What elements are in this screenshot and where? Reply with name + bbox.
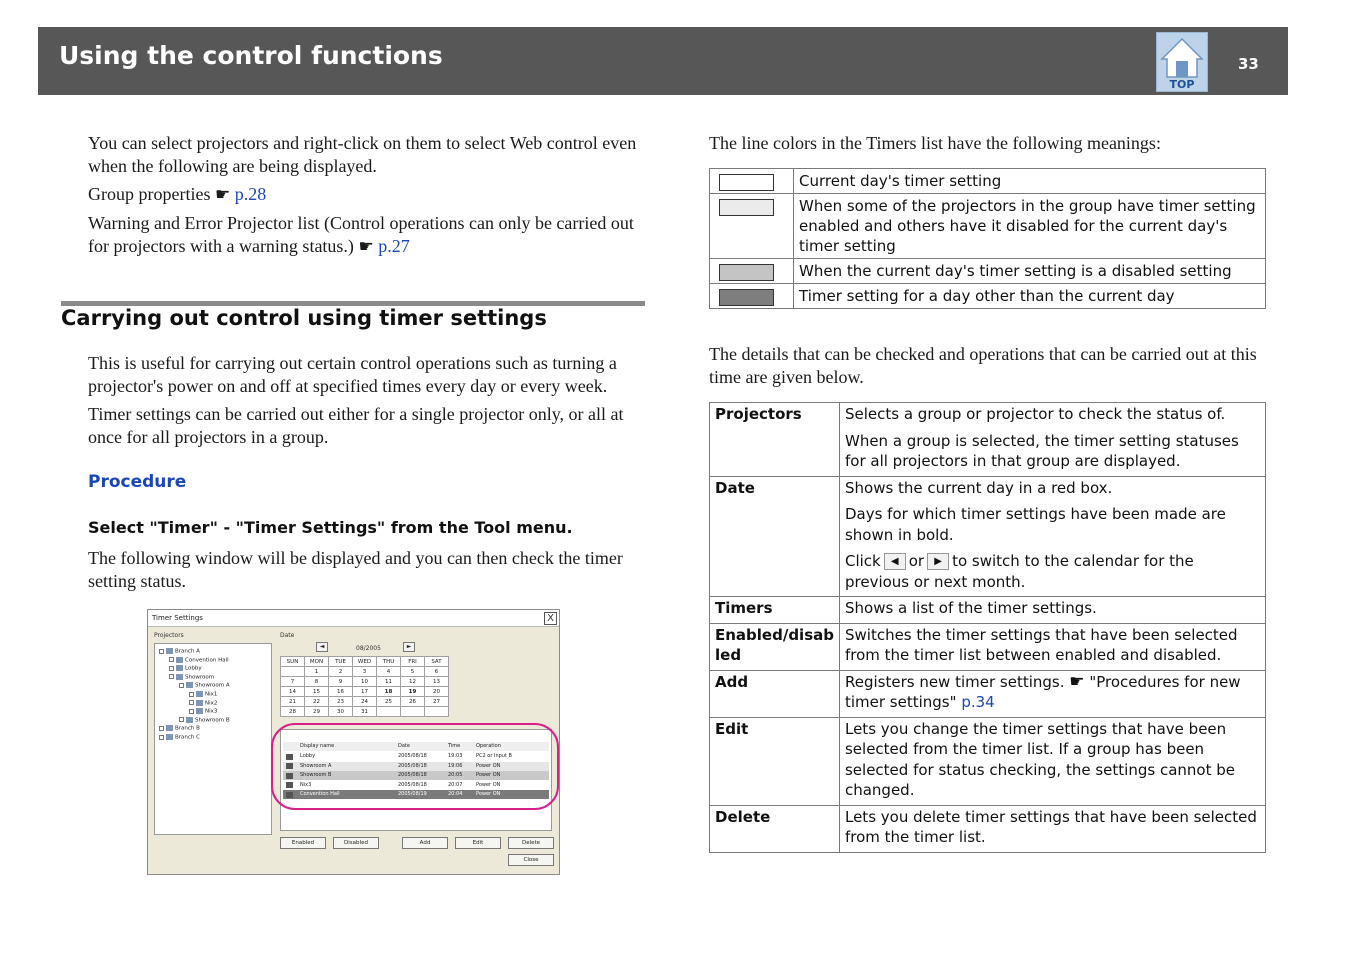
col-time: Time [448,743,461,749]
color-swatch [719,174,774,191]
tree-item[interactable] [159,725,200,732]
calendar-day[interactable]: 24 [353,697,377,707]
color-swatch [719,289,774,306]
page-title: Using the control functions [59,41,443,70]
calendar-day[interactable]: 5 [401,667,425,677]
calendar-day[interactable]: 21 [281,697,305,707]
calendar-weekday: MON [305,657,329,667]
calendar-day[interactable]: 27 [425,697,449,707]
calendar-day[interactable]: 13 [425,677,449,687]
timer-cell-name: Convention Hall [300,791,340,797]
tree-item[interactable] [169,657,229,664]
details-row-add [710,670,1266,717]
calendar-day[interactable]: 2 [329,667,353,677]
projector-icon [176,674,183,680]
add-desc-text: Registers new timer settings. [844,672,1065,691]
timer-cell-date: 2005/08/18 [398,762,427,769]
projector-icon [196,691,203,697]
col-date: Date [398,743,410,749]
key-projectors: Projectors [710,403,840,477]
edit-desc: Lets you change the timer settings that have been selected from the timer list. If a group has been selected for status checking, the settings cannot be changed. [839,717,1265,805]
projector-icon [176,657,183,663]
expand-toggle-icon[interactable] [189,709,194,714]
tree-item[interactable] [169,674,214,681]
calendar-day[interactable]: 31 [353,707,377,717]
date-desc-3 [845,551,1260,592]
tree-item[interactable] [189,700,217,707]
delete-desc: Lets you delete timer settings that have been selected from the timer list. [839,805,1265,852]
calendar-weekday: SAT [425,657,449,667]
page-number: 33 [1238,55,1259,73]
calendar-day [281,667,305,677]
timers-desc: Shows a list of the timer settings. [839,597,1265,624]
tree-item-label: Nix2 [205,700,218,707]
calendar-day[interactable]: 17 [353,687,377,697]
page-header [38,27,1288,95]
timer-scope-paragraph: Timer settings can be carried out either for a single projector only, or all at once for all projectors in a group. [88,404,624,447]
group-properties-text: Group properties [88,184,211,204]
top-home-icon[interactable] [1156,32,1208,92]
calendar-day[interactable]: 3 [353,667,377,677]
projector-icon [186,682,193,688]
details-row-timers [710,597,1266,624]
calendar-day[interactable]: 19 [401,687,425,697]
enabled-button[interactable]: Enabled [280,837,326,849]
projector-icon [166,725,173,731]
legend-row [710,259,1266,284]
expand-toggle-icon[interactable] [159,735,164,740]
calendar-week-row [281,677,449,687]
calendar-day[interactable]: 25 [377,697,401,707]
legend-row [710,284,1266,309]
projector-icon [166,648,173,654]
tree-item[interactable] [189,708,217,715]
left-arrow-icon: ◀ [884,553,906,570]
timer-cell-name: Showroom B [300,772,332,778]
expand-toggle-icon[interactable] [169,657,174,662]
warning-link[interactable]: p.27 [378,235,410,256]
calendar-day[interactable]: 1 [305,667,329,677]
date-switch-text: to switch to the calendar for the previous or next month. [844,552,1194,591]
projector-icon [196,700,203,706]
timer-cell-time: 19:06 [448,762,463,769]
legend-row [710,169,1266,194]
calendar-weekday: TUE [329,657,353,667]
details-intro: The details that can be checked and operations that can be carried out at this time are given below. [709,344,1257,387]
step-instruction: Select "Timer" - "Timer Settings" from the Tool menu. [88,518,573,537]
group-properties-link[interactable]: p.28 [234,184,267,204]
calendar-week-row [281,697,449,707]
details-row-enabled [710,623,1266,670]
timer-cell-time: 20:04 [448,791,463,797]
expand-toggle-icon[interactable] [159,649,164,654]
calendar-day[interactable]: 30 [329,707,353,717]
projector-icon [166,734,173,740]
calendar-day[interactable]: 10 [353,677,377,687]
col-display-name: Display name [300,743,335,749]
tree-item[interactable] [189,691,217,698]
timer-cell-op: Power ON [476,772,501,778]
tree-item-label: Branch B [175,725,200,732]
timer-cell-time: 20:05 [448,772,463,778]
window-description: The following window will be displayed and you can then check the timer setting status. [88,548,623,591]
calendar-day[interactable]: 20 [425,687,449,697]
tree-item-label: Nix1 [205,691,218,698]
enabled-desc: Switches the timer settings that have been selected from the timer list between enabled and disabled. [839,623,1265,670]
projectors-desc-2: When a group is selected, the timer setting statuses for all projectors in that group are displayed. [844,431,1239,470]
tree-item-label: Nix3 [205,708,218,715]
month-display: 08/2005 [356,645,381,652]
timer-settings-window [147,609,560,875]
disabled-button[interactable]: Disabled [333,837,379,849]
tree-item[interactable] [159,648,200,655]
date-desc-2: Days for which timer settings have been made are shown in bold. [844,505,1226,544]
warning-text: Warning and Error Projector list (Control operations can only be carried out for projectors with a warning status.) [88,213,634,256]
calendar-day[interactable]: 4 [377,667,401,677]
key-date: Date [710,476,840,597]
col-operation: Operation [476,743,501,749]
date-label: Date [280,632,295,639]
section-heading: Carrying out control using timer settings [61,306,547,330]
line-color-legend-table [709,168,1266,309]
tree-item[interactable] [159,734,200,741]
prev-month-button[interactable]: ◄ [316,642,328,652]
hand-pointer-icon: ☛ [1069,671,1085,692]
tree-item-label: Branch A [175,648,200,655]
timer-cell-name: Nix3 [300,781,312,788]
color-swatch [719,199,774,216]
projector-icon [176,665,183,671]
timer-intro-paragraph: This is useful for carrying out certain control operations such as turning a projector's power on and off at specified times every day or every week. [88,353,617,396]
projector-tree[interactable] [154,643,272,835]
projector-icon [196,708,203,714]
projectors-label: Projectors [154,632,184,639]
tree-item-label: Convention Hall [185,657,229,664]
calendar-weekday: WED [353,657,377,667]
expand-toggle-icon[interactable] [169,674,174,679]
details-table [709,402,1266,853]
tree-item[interactable] [169,665,202,672]
add-desc-ref: "Procedures for new timer settings" [844,672,1241,711]
calendar-day[interactable]: 7 [281,677,305,687]
tree-item-label: Showroom B [195,717,230,724]
hand-pointer-icon: ☛ [214,185,231,205]
key-enabled-disabled: Enabled/disab led [710,623,840,670]
next-month-button[interactable]: ► [403,642,415,652]
timer-cell-op: Power ON [476,791,501,797]
timer-cell-op: PC2 or Input B [476,753,512,759]
timer-cell-op: Power ON [476,762,501,769]
calendar-day[interactable]: 9 [329,677,353,687]
close-icon[interactable]: X [544,612,557,625]
group-properties-line [88,183,646,207]
legend-description: When some of the projectors in the group have timer setting enabled and others have it disabled for the current day's timer setting [794,194,1266,259]
expand-toggle-icon[interactable] [179,683,184,688]
tree-item[interactable] [179,717,230,724]
calendar-day[interactable]: 18 [377,687,401,697]
calendar-day[interactable]: 15 [305,687,329,697]
calendar-day[interactable]: 28 [281,707,305,717]
calendar-day [377,707,401,717]
calendar-header-row [281,657,449,667]
timer-cell-date: 2005/08/18 [398,772,427,778]
tree-item-label: Showroom [185,674,215,681]
date-desc-1: Shows the current day in a red box. [844,478,1113,497]
key-timers: Timers [710,597,840,624]
projectors-desc-1: Selects a group or projector to check the status of. [844,405,1226,423]
color-swatch [719,264,774,281]
projector-icon [186,717,193,723]
delete-button[interactable]: Delete [508,837,554,849]
warning-line [88,212,646,258]
key-edit: Edit [710,717,840,805]
calendar-day[interactable]: 29 [305,707,329,717]
tree-item[interactable] [179,682,230,689]
expand-toggle-icon[interactable] [169,666,174,671]
timer-cell-date: 2005/08/19 [398,791,427,797]
date-click-text: Click [844,552,881,570]
timer-cell-name: Lobby [300,753,316,759]
hand-pointer-icon: ☛ [358,236,374,257]
calendar-week-row [281,667,449,677]
procedure-heading: Procedure [88,472,187,492]
tree-item-label: Showroom A [195,682,230,689]
details-row-edit [710,717,1266,805]
calendar-day [401,707,425,717]
timer-cell-time: 19:03 [448,753,463,759]
top-icon-label: TOP [1169,78,1195,91]
calendar-weekday: SUN [281,657,305,667]
timer-cell-date: 2005/08/18 [398,753,427,759]
expand-toggle-icon[interactable] [159,726,164,731]
key-add: Add [710,670,840,717]
calendar-weekday: FRI [401,657,425,667]
calendar-day[interactable]: 11 [377,677,401,687]
date-or-text: or [908,552,925,570]
legend-description: When the current day's timer setting is a disabled setting [794,259,1266,284]
timers-highlight-outline [271,723,559,810]
calendar-day[interactable]: 6 [425,667,449,677]
legend-intro: The line colors in the Timers list have the following meanings: [709,133,1161,153]
calendar-week-row [281,707,449,717]
legend-row [710,194,1266,259]
calendar-day[interactable]: 14 [281,687,305,697]
calendar-week-row [281,687,449,697]
close-button[interactable]: Close [508,854,554,866]
calendar-day [425,707,449,717]
add-button[interactable]: Add [402,837,448,849]
tree-item-label: Lobby [185,665,202,672]
key-delete: Delete [710,805,840,852]
legend-description: Current day's timer setting [794,169,1266,194]
legend-description: Timer setting for a day other than the current day [794,284,1266,309]
details-row-date [710,476,1266,597]
add-link[interactable]: p.34 [961,693,995,711]
calendar[interactable] [280,656,449,717]
expand-toggle-icon[interactable] [189,692,194,697]
timer-cell-time: 20:07 [448,781,463,788]
tree-item-label: Branch C [175,734,200,741]
expand-toggle-icon[interactable] [179,717,184,722]
calendar-day[interactable]: 22 [305,697,329,707]
calendar-day[interactable]: 16 [329,687,353,697]
details-row-projectors [710,403,1266,477]
calendar-weekday: THU [377,657,401,667]
expand-toggle-icon[interactable] [189,700,194,705]
intro-paragraph: You can select projectors and right-click on them to select Web control even when the following are being displayed. [88,133,637,176]
timer-cell-date: 2005/08/18 [398,781,427,788]
timer-cell-op: Power ON [476,781,501,788]
calendar-day[interactable]: 23 [329,697,353,707]
calendar-day[interactable]: 12 [401,677,425,687]
edit-button[interactable]: Edit [455,837,501,849]
calendar-day[interactable]: 8 [305,677,329,687]
add-desc [839,670,1265,717]
calendar-day[interactable]: 26 [401,697,425,707]
details-row-delete [710,805,1266,852]
timer-cell-name: Showroom A [300,762,332,769]
right-arrow-icon: ▶ [927,553,949,570]
window-title: Timer Settings [148,610,559,627]
